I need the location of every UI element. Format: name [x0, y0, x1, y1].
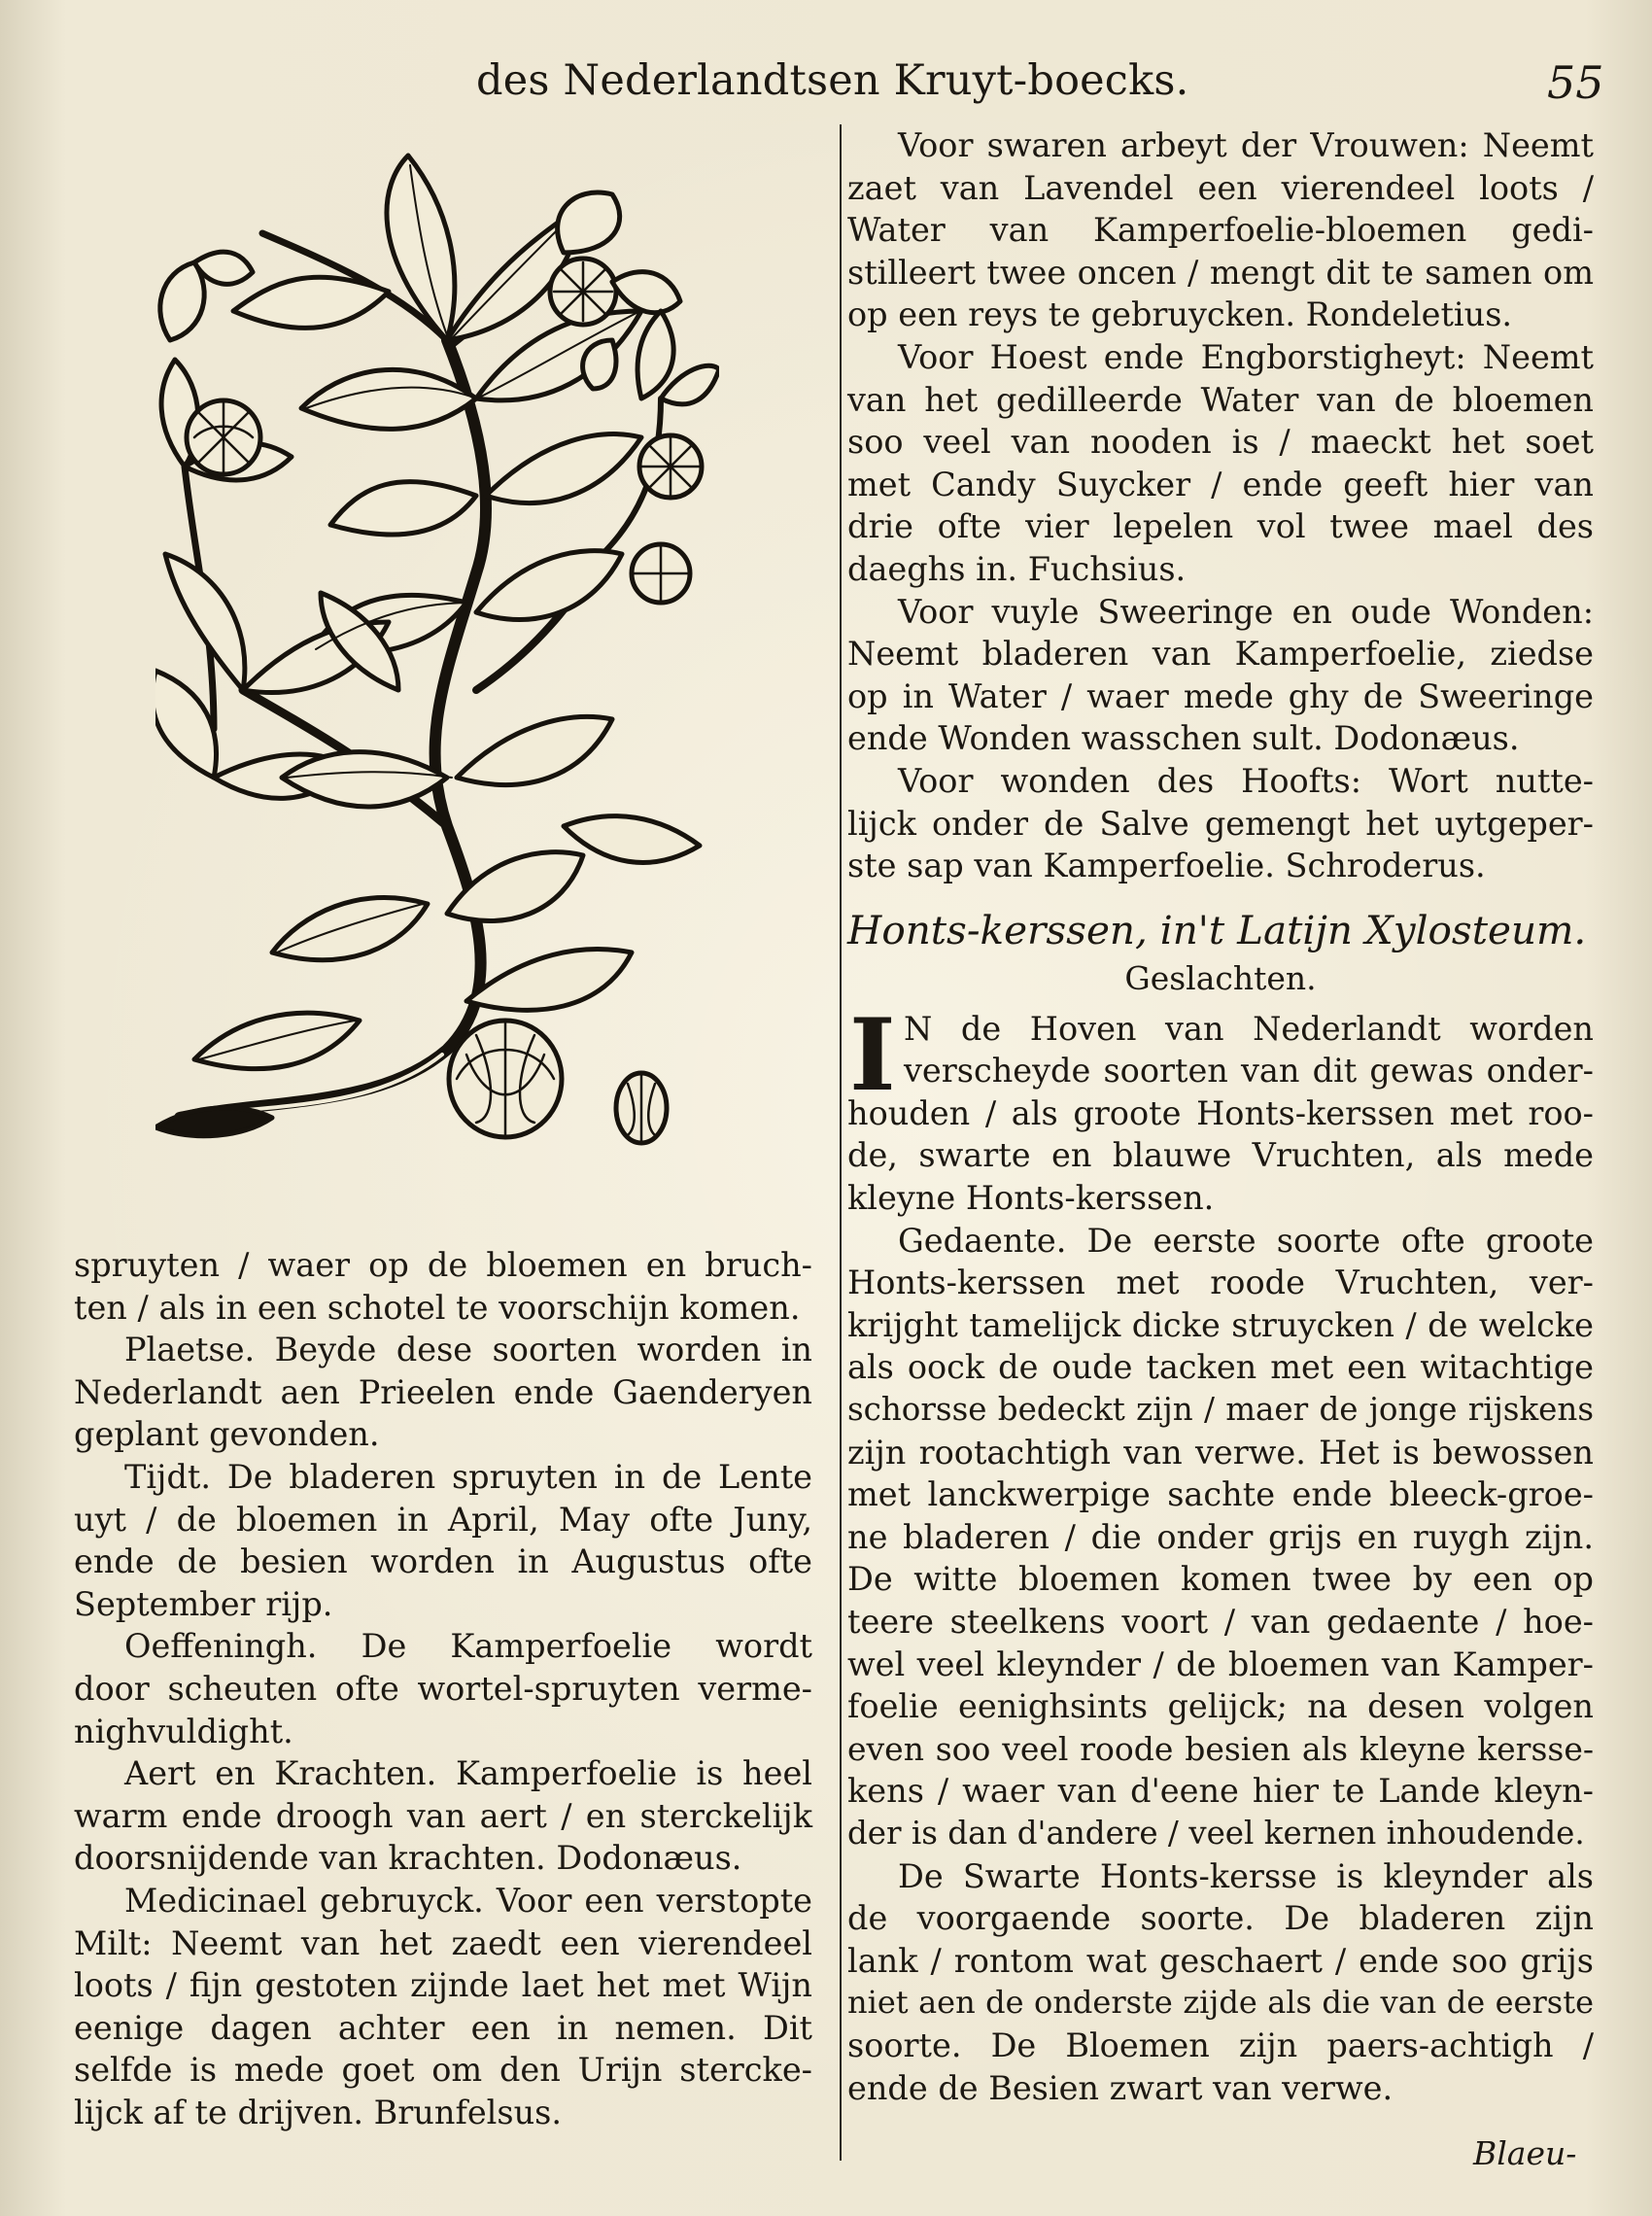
text-line: selfde is mede goet om den Urijn stercke- — [74, 2051, 812, 2090]
text-line: even soo veel roode besien als kleyne kersse- — [847, 1729, 1594, 1768]
text-line: De witte bloemen komen twee by een op — [847, 1560, 1594, 1599]
right-paragraph-swarte — [847, 1855, 1594, 2110]
text-line: geplant gevonden. — [74, 1415, 380, 1454]
right-paragraph-hoest — [847, 336, 1594, 591]
text-line: schorsse bedeckt zijn / maer de jonge rijskens — [847, 1391, 1594, 1429]
drop-cap: I — [849, 996, 896, 1114]
text-line: Voor wonden des Hoofts: Wort nutte- — [898, 761, 1594, 800]
running-head: des Nederlandtsen Kruyt-boecks. — [476, 56, 1189, 105]
section-title: Honts-kerssen, in't Latijn Xylosteum. — [847, 906, 1587, 953]
text-line: lijck af te drijven. Brunfelsus. — [74, 2093, 562, 2131]
text-line: N de Hoven van Nederlandt worden — [904, 1009, 1594, 1048]
text-line: teere steelkens voort / van gedaente / hoe- — [847, 1603, 1594, 1641]
text-line: De Swarte Honts-kersse is kleynder als — [898, 1856, 1594, 1895]
text-line: van het gedilleerde Water van de bloemen — [847, 380, 1594, 419]
right-paragraph-sweeringe — [847, 591, 1594, 760]
text-line: ende de besien worden in Augustus ofte — [74, 1542, 812, 1581]
text-line: Nederlandt aen Prieelen ende Gaenderyen — [74, 1372, 812, 1411]
text-line: soo veel van nooden is / maeckt het soet — [847, 423, 1594, 462]
text-line: Water van Kamperfoelie-bloemen gedi- — [847, 211, 1594, 250]
text-line: ne bladeren / die onder grijs en ruygh zijn. — [847, 1517, 1594, 1556]
text-line: kleyne Honts-kerssen. — [847, 1179, 1215, 1218]
text-line: warm ende droogh van aert / en sterckelijk — [74, 1796, 812, 1835]
left-paragraph-oeffeningh — [74, 1625, 812, 1752]
text-line: Aert en Krachten. Kamperfoelie is heel — [124, 1754, 812, 1793]
text-line: Voor vuyle Sweeringe en oude Wonden: — [898, 592, 1594, 631]
text-line: der is dan d'andere / veel kernen inhoudende. — [847, 1814, 1585, 1852]
text-line: ste sap van Kamperfoelie. Schroderus. — [847, 847, 1486, 885]
text-line: als oock de oude tacken met een witachtige — [847, 1348, 1594, 1387]
text-line: stilleert twee oncen / mengt dit te samen om — [847, 253, 1594, 292]
text-line: Milt: Neemt van het zaedt een vierendeel — [74, 1923, 812, 1962]
section-subtitle: Geslachten. — [1124, 958, 1317, 997]
left-paragraph-tijdt — [74, 1456, 812, 1625]
text-line: de voorgaende soorte. De bladeren zijn — [847, 1899, 1594, 1938]
column-divider — [840, 124, 842, 2161]
text-line: verscheyde soorten van dit gewas onder- — [904, 1052, 1594, 1091]
text-line: Medicinael gebruyck. Voor een verstopte — [124, 1881, 812, 1920]
text-line: September rijp. — [74, 1584, 333, 1623]
text-line: op in Water / waer mede ghy de Sweeringe — [847, 676, 1594, 715]
text-line: Honts-kerssen met roode Vruchten, ver- — [847, 1264, 1594, 1302]
text-line: zaet van Lavendel een vierendeel loots / — [847, 168, 1594, 207]
text-line: Voor Hoest ende Engborstigheyt: Neemt — [898, 337, 1594, 376]
text-line: doorsnijdende van krachten. Dodonæus. — [74, 1839, 742, 1878]
catchword: Blaeu- — [1473, 2134, 1577, 2172]
lead-paragraph — [847, 996, 1594, 1220]
text-line: soorte. De Bloemen zijn paers-achtigh / — [847, 2026, 1594, 2064]
text-line: ten / als in een schotel te voorschijn komen. — [74, 1288, 801, 1327]
left-paragraph-aert-en-krachten — [74, 1752, 812, 1880]
text-line: houden / als groote Honts-kerssen met roo- — [847, 1093, 1594, 1132]
text-line: door scheuten ofte wortel-spruyten verme- — [74, 1669, 812, 1708]
right-paragraph-gedaente — [847, 1220, 1594, 1855]
left-paragraph-1 — [74, 1244, 812, 1329]
left-paragraph-medicinael — [74, 1880, 812, 2134]
text-line: Neemt bladeren van Kamperfoelie, ziedse — [847, 635, 1594, 674]
text-line: lijck onder de Salve gemengt het uytgeper- — [847, 804, 1594, 843]
text-line: op een reys te gebruycken. Rondeletius. — [847, 295, 1513, 334]
right-paragraph-hoofts — [847, 760, 1594, 887]
right-paragraph-vrouwen — [847, 124, 1594, 336]
text-line: loots / fijn gestoten zijnde laet het met Wijn — [74, 1966, 812, 2005]
text-line: eenige dagen achter een in nemen. Dit — [74, 2008, 812, 2047]
text-line: lank / rontom wat geschaert / ende soo grijs — [847, 1941, 1594, 1980]
left-text-column — [74, 1244, 812, 2133]
text-line: ende Wonden wasschen sult. Dodonæus. — [847, 719, 1520, 758]
woodcut-honeysuckle-plant-icon — [155, 146, 719, 1176]
text-line: daeghs in. Fuchsius. — [847, 549, 1187, 588]
text-line: niet aen de onderste zijde als die van de eerste — [847, 1984, 1594, 2022]
right-text-column — [847, 124, 1594, 2109]
page-number: 55 — [1547, 56, 1604, 109]
left-paragraph-plaetse — [74, 1329, 812, 1456]
text-line: nighvuldight. — [74, 1712, 293, 1750]
text-line: foelie eenighsints gelijck; na desen volgen — [847, 1687, 1594, 1726]
text-line: Voor swaren arbeyt der Vrouwen: Neemt — [898, 126, 1594, 164]
text-line: Tijdt. De bladeren spruyten in de Lente — [124, 1457, 812, 1496]
text-line: met Candy Suycker / ende geeft hier van — [847, 465, 1594, 503]
text-line: wel veel kleynder / de bloemen van Kamper- — [847, 1645, 1594, 1683]
text-line: Oeffeningh. De Kamperfoelie wordt — [124, 1627, 812, 1666]
text-line: krijght tamelijck dicke struycken / de welcke — [847, 1305, 1594, 1344]
text-line: kens / waer van d'eene hier te Lande kleyn- — [847, 1772, 1594, 1811]
text-line: uyt / de bloemen in April, May ofte Juny, — [74, 1500, 812, 1539]
text-line: de, swarte en blauwe Vruchten, als mede — [847, 1136, 1594, 1175]
text-line: zijn rootachtigh van verwe. Het is bewossen — [847, 1433, 1594, 1472]
text-line: Gedaente. De eerste soorte ofte groote — [898, 1221, 1594, 1260]
text-line: spruyten / waer op de bloemen en bruch- — [74, 1246, 812, 1284]
text-line: met lanckwerpige sachte ende bleeck-groe- — [847, 1475, 1594, 1514]
text-line: drie ofte vier lepelen vol twee mael des — [847, 507, 1594, 546]
text-line: ende de Besien zwart van verwe. — [847, 2068, 1394, 2107]
text-line: Plaetse. Beyde dese soorten worden in — [124, 1331, 812, 1369]
